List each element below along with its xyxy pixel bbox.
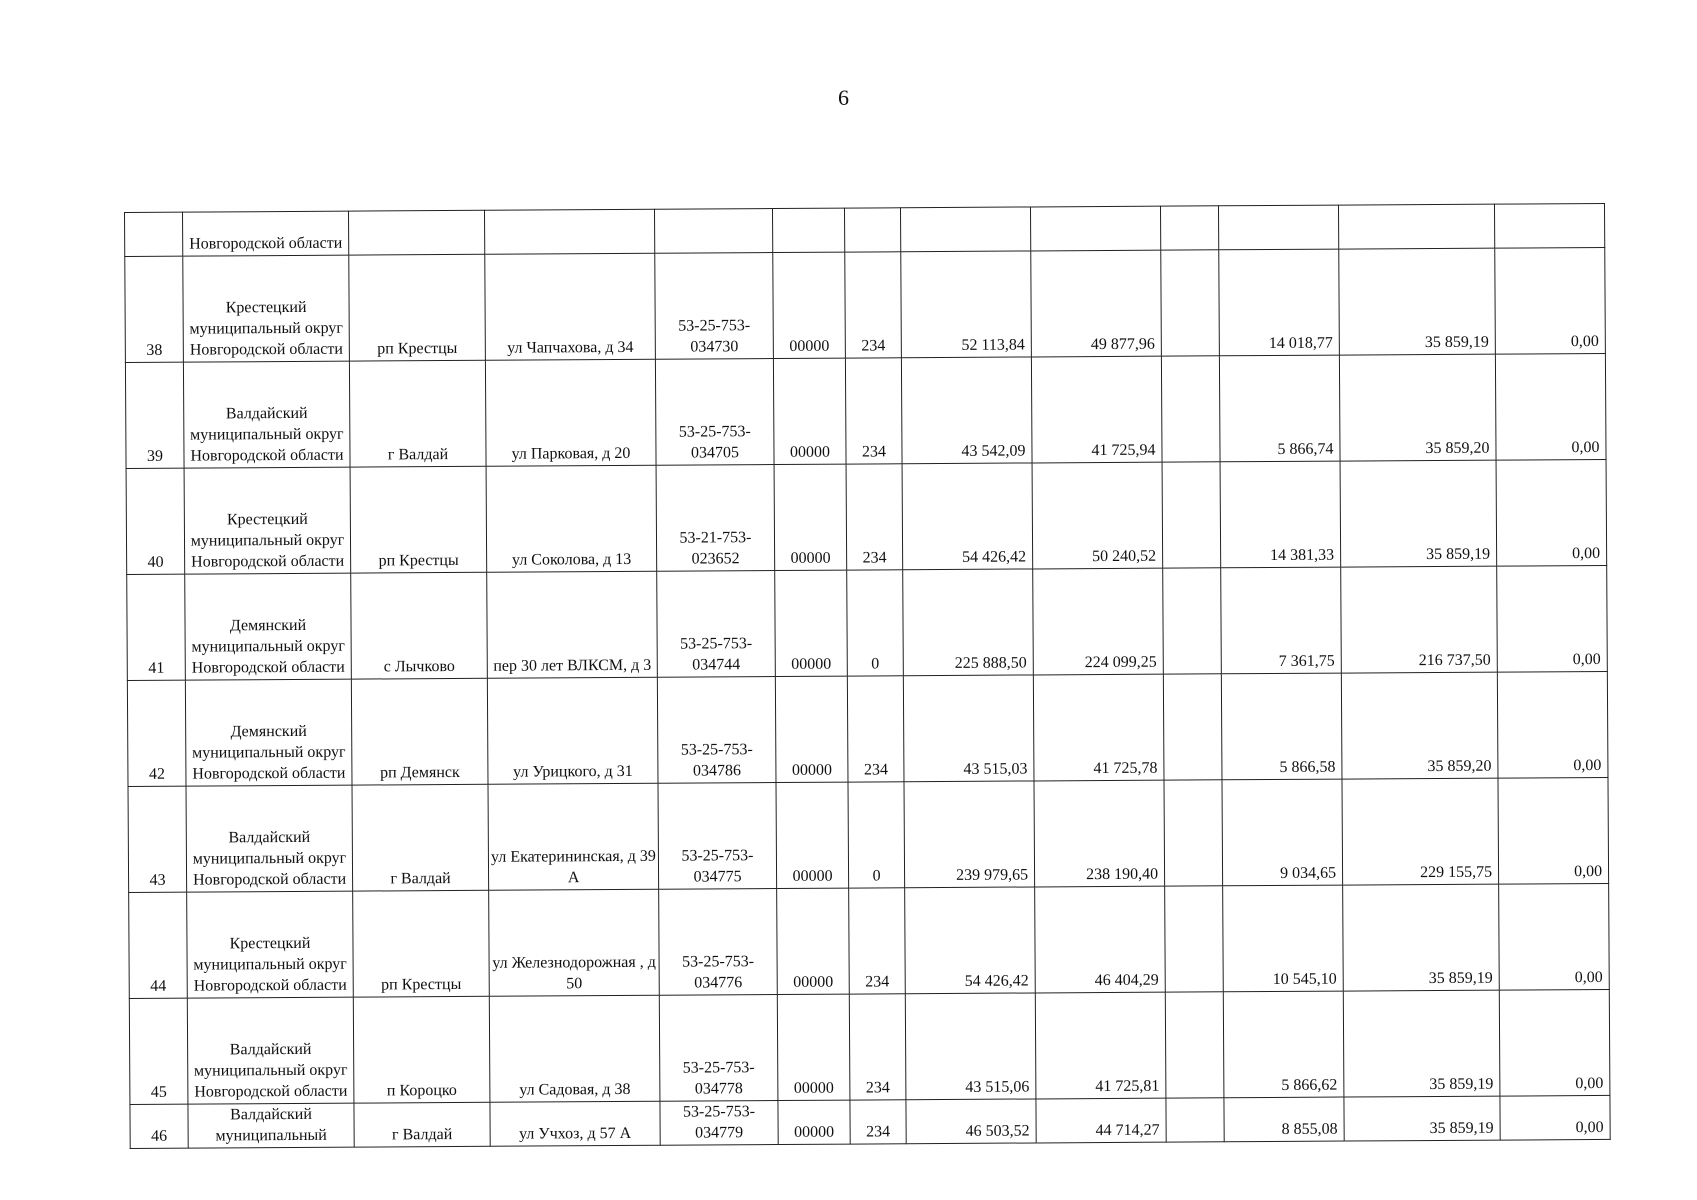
- cell-value-4: 14 018,77: [1219, 249, 1340, 356]
- table-row: [129, 883, 1610, 998]
- cell-value-4: 5 866,58: [1221, 673, 1342, 780]
- cell-code2: 234: [845, 358, 902, 464]
- cell-code-zeros: 00000: [777, 888, 850, 994]
- cell-settlement: с Лычково: [351, 572, 488, 679]
- cell-idx: 38: [125, 256, 184, 362]
- cell-value-6: 0,00: [1500, 1095, 1610, 1140]
- cell-address: ул Садовая, д 38: [489, 995, 660, 1102]
- cell-value-6: 0,00: [1498, 777, 1609, 884]
- cell-code: 53-25-753-034730: [655, 253, 774, 360]
- cell-value-1: 43 515,03: [903, 675, 1034, 782]
- cell-code: 53-25-753-034778: [659, 995, 778, 1102]
- cell-municipality: Валдайский муниципальный округ Новгородской области: [187, 997, 354, 1104]
- cell-value-3: [1165, 886, 1224, 992]
- cell-empty: [654, 209, 772, 254]
- cell-idx: 46: [130, 1104, 188, 1148]
- cell-settlement: г Валдай: [354, 1102, 490, 1147]
- cell-municipality: Демянский муниципальный округ Новгородской области: [185, 679, 352, 786]
- cell-value-5: 35 859,19: [1343, 884, 1500, 991]
- table-row: [130, 1095, 1610, 1148]
- cell-code-zeros: 00000: [776, 782, 849, 888]
- cell-value-5: 35 859,19: [1343, 990, 1500, 1097]
- cell-value-1: 54 426,42: [905, 887, 1036, 994]
- cell-value-3: [1162, 462, 1221, 568]
- cell-value-5: 35 859,19: [1339, 248, 1496, 355]
- cell-value-2: 46 404,29: [1035, 886, 1166, 993]
- cell-idx: 41: [127, 574, 186, 680]
- cell-value-5: 35 859,20: [1341, 672, 1498, 779]
- cell-value-5: 35 859,19: [1340, 460, 1497, 567]
- cell-address: ул Парковая, д 20: [485, 359, 656, 466]
- cell-code: 53-25-753-034779: [660, 1101, 778, 1146]
- cell-code-zeros: 00000: [775, 676, 848, 782]
- cell-value-5: 35 859,20: [1339, 354, 1496, 461]
- cell-code-zeros: 00000: [773, 358, 846, 464]
- cell-code: 53-25-753-034744: [657, 571, 776, 678]
- data-table: [124, 203, 1611, 1149]
- cell-code2: 234: [845, 252, 902, 358]
- cell-code-zeros: 00000: [778, 1100, 850, 1144]
- cell-value-6: 0,00: [1496, 459, 1607, 566]
- cell-value-4: 8 855,08: [1224, 1097, 1344, 1142]
- cell-value-6: 0,00: [1499, 883, 1610, 990]
- cell-empty: [844, 208, 900, 252]
- cell-settlement: рп Крестцы: [349, 254, 486, 361]
- cell-municipality: Демянский муниципальный округ Новгородской области: [185, 573, 352, 680]
- cell-value-3: [1163, 674, 1222, 780]
- cell-value-4: 9 034,65: [1222, 779, 1343, 886]
- cell-empty: [1160, 206, 1218, 250]
- cell-value-4: 7 361,75: [1221, 567, 1342, 674]
- cell-empty: [772, 208, 844, 252]
- cell-address: ул Железнодорожная , д 50: [489, 889, 660, 996]
- cell-code2: 0: [847, 570, 904, 676]
- cell-value-5: 229 155,75: [1342, 778, 1499, 885]
- cell-code2: 234: [850, 1100, 906, 1144]
- cell-code: 53-25-753-034775: [658, 783, 777, 890]
- cell-code2: 234: [849, 888, 906, 994]
- table-row: [129, 989, 1610, 1104]
- cell-municipality: Крестецкий муниципальный округ Новгородской области: [187, 891, 354, 998]
- cell-value-3: [1163, 568, 1222, 674]
- cell-value-5: 35 859,19: [1344, 1096, 1500, 1141]
- cell-value-6: 0,00: [1499, 989, 1610, 1096]
- cell-municipality: Валдайский муниципальный: [188, 1103, 354, 1148]
- cell-value-1: 54 426,42: [902, 463, 1033, 570]
- cell-value-6: 0,00: [1497, 565, 1608, 672]
- cell-value-2: 50 240,52: [1032, 462, 1163, 569]
- cell-empty: [1338, 204, 1494, 249]
- cell-code: 53-21-753-023652: [656, 465, 775, 572]
- table-row: [125, 247, 1606, 362]
- table-row: [126, 459, 1607, 574]
- cell-settlement: г Валдай: [349, 360, 486, 467]
- cell-municipality: Крестецкий муниципальный округ Новгородской области: [184, 467, 351, 574]
- cell-idx: 40: [126, 468, 185, 574]
- cell-value-5: 216 737,50: [1341, 566, 1498, 673]
- cell-idx: 45: [129, 998, 188, 1104]
- cell-code2: 234: [849, 994, 906, 1100]
- cell-municipality: Крестецкий муниципальный округ Новгородской области: [183, 255, 350, 362]
- cell-value-1: 239 979,65: [904, 781, 1035, 888]
- cell-code2: 234: [846, 464, 903, 570]
- cell-value-6: 0,00: [1497, 671, 1608, 778]
- table-row: [127, 565, 1608, 680]
- cell-code: 53-25-753-034705: [655, 359, 774, 466]
- cell-value-4: 14 381,33: [1220, 461, 1341, 568]
- cell-value-2: 41 725,78: [1033, 674, 1164, 781]
- cell-empty: [900, 207, 1030, 252]
- cell-value-1: 43 542,09: [901, 357, 1032, 464]
- cell-idx: 44: [129, 892, 188, 998]
- cell-empty: [1030, 206, 1160, 251]
- cell-value-1: 46 503,52: [906, 1099, 1036, 1144]
- cell-code: 53-25-753-034776: [659, 889, 778, 996]
- table-row: [127, 671, 1608, 786]
- cell-code-zeros: 00000: [773, 252, 846, 358]
- cell-value-4: 10 545,10: [1223, 885, 1344, 992]
- cell-empty: [348, 210, 484, 255]
- cell-municipality: Валдайский муниципальный округ Новгородской области: [183, 361, 350, 468]
- cell-address: ул Урицкого, д 31: [487, 677, 658, 784]
- cell-value-1: 225 888,50: [903, 569, 1034, 676]
- cell-value-2: 238 190,40: [1034, 780, 1165, 887]
- cell-value-2: 41 725,94: [1031, 356, 1162, 463]
- cell-idx: [125, 212, 183, 256]
- cell-code-zeros: 00000: [774, 464, 847, 570]
- cell-settlement: рп Крестцы: [353, 890, 490, 997]
- cell-address: ул Чапчахова, д 34: [485, 253, 656, 360]
- cell-code-zeros: 00000: [775, 570, 848, 676]
- cell-settlement: г Валдай: [352, 784, 489, 891]
- table-row: [128, 777, 1609, 892]
- cell-value-3: [1165, 992, 1224, 1098]
- cell-value-3: [1161, 250, 1220, 356]
- cell-settlement: рп Демянск: [351, 678, 488, 785]
- cell-value-3: [1164, 780, 1223, 886]
- cell-value-1: 52 113,84: [901, 251, 1032, 358]
- cell-value-6: 0,00: [1495, 247, 1606, 354]
- cell-idx: 42: [127, 680, 186, 786]
- cell-empty: [484, 209, 654, 254]
- cell-code-zeros: 00000: [777, 994, 850, 1100]
- cell-idx: 39: [125, 362, 184, 468]
- cell-address: ул Соколова, д 13: [486, 465, 657, 572]
- cell-value-2: 41 725,81: [1035, 992, 1166, 1099]
- cell-value-3: [1166, 1098, 1224, 1142]
- cell-value-4: 5 866,74: [1219, 355, 1340, 462]
- cell-empty: [1218, 205, 1338, 250]
- cell-municipality: Новгородской области: [183, 211, 349, 256]
- page-number: 6: [838, 85, 849, 110]
- cell-code2: 234: [847, 676, 904, 782]
- cell-municipality: Валдайский муниципальный округ Новгородской области: [186, 785, 353, 892]
- table-row: [125, 353, 1606, 468]
- cell-code: 53-25-753-034786: [657, 677, 776, 784]
- cell-settlement: рп Крестцы: [350, 466, 487, 573]
- cell-value-2: 224 099,25: [1033, 568, 1164, 675]
- cell-code2: 0: [848, 782, 905, 888]
- cell-settlement: п Короцко: [353, 996, 490, 1103]
- cell-value-2: 44 714,27: [1036, 1098, 1166, 1143]
- cell-value-6: 0,00: [1495, 353, 1606, 460]
- cell-value-1: 43 515,06: [905, 993, 1036, 1100]
- cell-value-3: [1161, 356, 1220, 462]
- cell-idx: 43: [128, 786, 187, 892]
- cell-address: ул Учхоз, д 57 А: [490, 1101, 660, 1146]
- cell-empty: [1494, 203, 1604, 248]
- cell-value-2: 49 877,96: [1031, 250, 1162, 357]
- cell-address: ул Екатерининская, д 39 А: [488, 783, 659, 890]
- cell-address: пер 30 лет ВЛКСМ, д 3: [487, 571, 658, 678]
- cell-value-4: 5 866,62: [1223, 991, 1344, 1098]
